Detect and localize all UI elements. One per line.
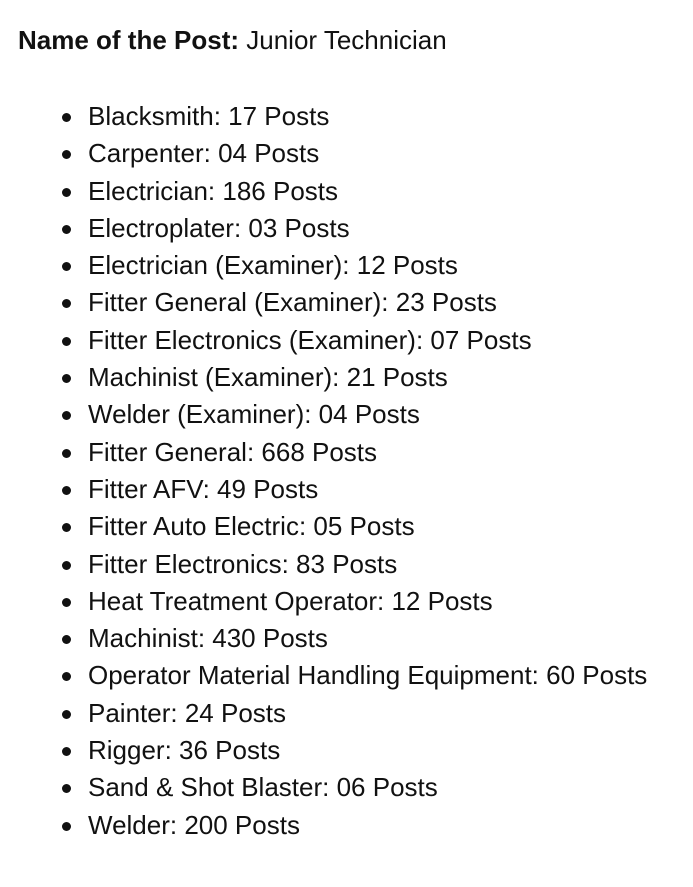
list-item-text: Fitter Electronics: 83 Posts [88, 548, 398, 579]
list-item [88, 247, 684, 284]
bullet-icon [62, 299, 71, 308]
bullet-icon [62, 822, 71, 831]
list-item [88, 769, 684, 806]
list-item [88, 657, 684, 694]
list-item [88, 471, 684, 508]
bullet-icon [62, 337, 71, 346]
list-item [88, 695, 684, 732]
list-item [88, 620, 684, 657]
list-item-text: Machinist (Examiner): 21 Posts [88, 362, 448, 393]
list-item-text: Fitter AFV: 49 Posts [88, 473, 319, 504]
bullet-icon [62, 225, 71, 234]
list-item-text: Painter: 24 Posts [88, 697, 286, 728]
list-item-text: Electroplater: 03 Posts [88, 212, 350, 243]
bullet-icon [62, 374, 71, 383]
bullet-icon [62, 635, 71, 644]
bullet-icon [62, 784, 71, 793]
bullet-icon [62, 486, 71, 495]
bullet-icon [62, 150, 71, 159]
bullet-icon [62, 710, 71, 719]
list-item [88, 173, 684, 210]
list-item [88, 583, 684, 620]
bullet-icon [62, 598, 71, 607]
list-item [88, 732, 684, 769]
bullet-icon [62, 523, 71, 532]
bullet-icon [62, 449, 71, 458]
post-heading [18, 22, 684, 58]
list-item-text: Rigger: 36 Posts [88, 735, 281, 766]
list-item-text: Electrician: 186 Posts [88, 175, 339, 206]
list-item [88, 284, 684, 321]
list-item-text: Fitter Auto Electric: 05 Posts [88, 511, 415, 542]
list-item [88, 396, 684, 433]
list-item-text: Welder (Examiner): 04 Posts [88, 399, 420, 430]
list-item [88, 546, 684, 583]
list-item [88, 434, 684, 471]
bullet-icon [62, 113, 71, 122]
post-name-label: Name of the Post: [18, 25, 240, 55]
list-item [88, 322, 684, 359]
bullet-icon [62, 747, 71, 756]
bullet-icon [62, 262, 71, 271]
list-item-text: Fitter General: 668 Posts [88, 436, 378, 467]
list-item-text: Heat Treatment Operator: 12 Posts [88, 585, 493, 616]
list-item [88, 98, 684, 135]
list-item [88, 508, 684, 545]
bullet-icon [62, 411, 71, 420]
list-item-text: Carpenter: 04 Posts [88, 138, 320, 169]
list-item-text: Fitter Electronics (Examiner): 07 Posts [88, 324, 532, 355]
list-item [88, 135, 684, 172]
posts-list [18, 98, 684, 844]
list-item-text: Machinist: 430 Posts [88, 623, 328, 654]
post-name-value: Junior Technician [246, 25, 447, 55]
list-item [88, 359, 684, 396]
list-item-text: Welder: 200 Posts [88, 809, 300, 840]
bullet-icon [62, 188, 71, 197]
list-item [88, 210, 684, 247]
bullet-icon [62, 672, 71, 681]
bullet-icon [62, 561, 71, 570]
list-item [88, 807, 684, 844]
list-item-text: Fitter General (Examiner): 23 Posts [88, 287, 497, 318]
list-item-text: Blacksmith: 17 Posts [88, 101, 330, 131]
list-item-text: Sand & Shot Blaster: 06 Posts [88, 772, 438, 803]
list-item-text: Operator Material Handling Equipment: 60 Posts [88, 660, 648, 691]
list-item-text: Electrician (Examiner): 12 Posts [88, 250, 458, 281]
